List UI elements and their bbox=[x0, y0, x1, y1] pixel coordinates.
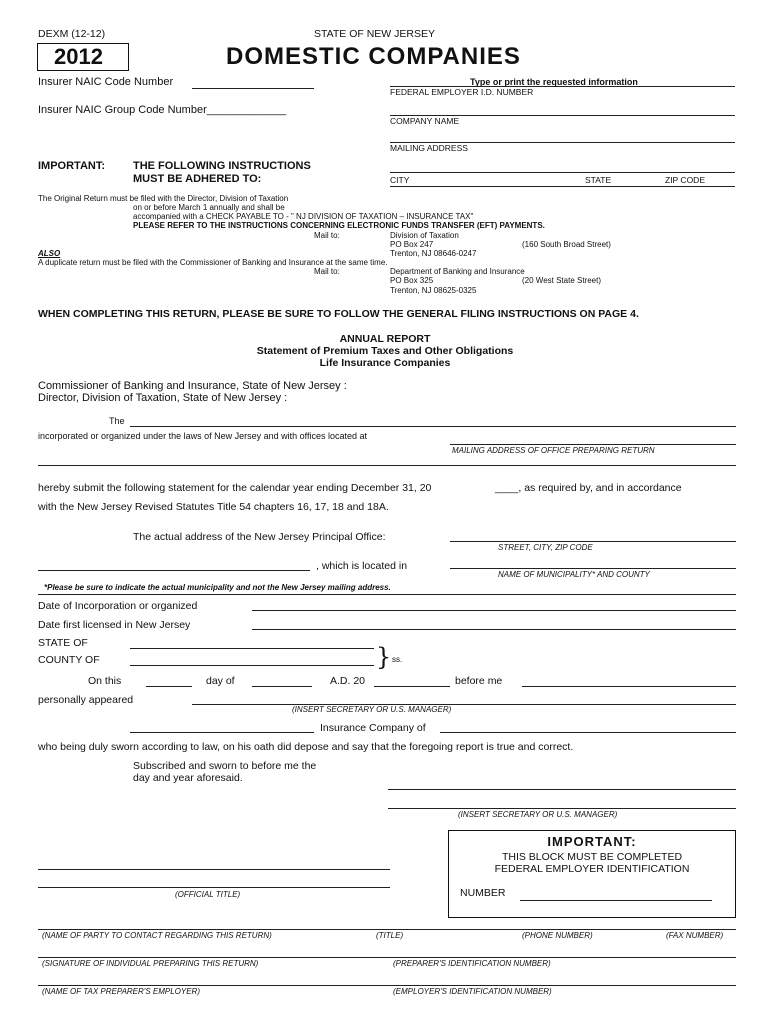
before-me-label: before me bbox=[455, 675, 503, 687]
zip-label: ZIP CODE bbox=[665, 175, 705, 185]
municipality-field[interactable] bbox=[450, 568, 736, 569]
important-label: IMPORTANT: bbox=[38, 160, 106, 172]
ad-label: A.D. 20 bbox=[330, 675, 366, 687]
banking-po-box: PO Box 325 bbox=[390, 276, 434, 285]
county-of-field[interactable] bbox=[130, 665, 374, 666]
signature-caption: (SIGNATURE OF INDIVIDUAL PREPARING THIS RETURN) bbox=[42, 959, 259, 968]
phone-caption: (PHONE NUMBER) bbox=[522, 931, 593, 940]
city-state-zip-field[interactable] bbox=[390, 186, 735, 187]
orig-return-line3: accompanied with a CHECK PAYABLE TO - " NJ DIVISION OF TAXATION – INSURANCE TAX" bbox=[133, 212, 474, 221]
located-in-text: , which is located in bbox=[316, 560, 408, 572]
report-subtitle-2: Life Insurance Companies bbox=[319, 357, 451, 369]
fein-number-field[interactable] bbox=[520, 900, 712, 901]
employer-line[interactable] bbox=[38, 985, 736, 986]
page-title: DOMESTIC COMPANIES bbox=[226, 43, 521, 70]
naic-group-label: Insurer NAIC Group Code Number_____________ bbox=[38, 104, 287, 116]
state-of-label: STATE OF bbox=[38, 637, 88, 649]
form-id: DEXM (12-12) bbox=[38, 28, 106, 40]
actual-address-label: The actual address of the New Jersey Principal Office: bbox=[133, 531, 386, 543]
on-this-label: On this bbox=[88, 675, 122, 687]
fax-caption: (FAX NUMBER) bbox=[666, 931, 724, 940]
fein-important-title: IMPORTANT: bbox=[547, 834, 637, 849]
date-licensed-field[interactable] bbox=[252, 629, 736, 630]
fein-important-line2: FEDERAL EMPLOYER IDENTIFICATION bbox=[494, 863, 690, 875]
mail-to-label-2: Mail to: bbox=[314, 267, 340, 276]
official-title-field[interactable] bbox=[38, 887, 390, 888]
duplicate-return-note: A duplicate return must be filed with the Commissioner of Banking and Insurance at the same time. bbox=[38, 258, 388, 267]
official-signature-field[interactable] bbox=[38, 869, 390, 870]
city-label: CITY bbox=[390, 175, 410, 185]
insurance-company-field-2[interactable] bbox=[440, 732, 736, 733]
banking-dept: Department of Banking and Insurance bbox=[390, 267, 525, 276]
signature-line[interactable] bbox=[38, 957, 736, 958]
date-licensed-label: Date first licensed in New Jersey bbox=[38, 619, 191, 631]
tax-po-box: PO Box 247 bbox=[390, 240, 434, 249]
tax-city: Trenton, NJ 08646-0247 bbox=[390, 249, 477, 258]
principal-office-line[interactable] bbox=[38, 570, 310, 571]
mailing-address-field[interactable] bbox=[390, 172, 735, 173]
mailing-address-label: MAILING ADDRESS bbox=[390, 143, 468, 153]
before-me-field[interactable] bbox=[522, 686, 736, 687]
secretary-field[interactable] bbox=[192, 704, 736, 705]
company-name-line[interactable] bbox=[130, 426, 736, 427]
municipality-caption: NAME OF MUNICIPALITY* AND COUNTY bbox=[498, 570, 650, 579]
hereby-text: hereby submit the following statement for the calendar year ending December 31, 20 bbox=[38, 482, 432, 494]
contact-title-caption: (TITLE) bbox=[376, 931, 404, 940]
important-line2: MUST BE ADHERED TO: bbox=[133, 173, 262, 185]
general-filing-note: WHEN COMPLETING THIS RETURN, PLEASE BE SURE TO FOLLOW THE GENERAL FILING INSTRUCTIONS ON PAGE 4. bbox=[38, 308, 639, 320]
statutes-text: with the New Jersey Revised Statutes Title 54 chapters 16, 17, 18 and 18A. bbox=[38, 501, 389, 513]
mailing-office-line-2[interactable] bbox=[38, 465, 736, 466]
naic-code-field[interactable] bbox=[192, 88, 314, 89]
personally-appeared-label: personally appeared bbox=[38, 694, 134, 706]
official-title-caption: (OFFICIAL TITLE) bbox=[175, 890, 241, 899]
street-city-zip-field[interactable] bbox=[450, 541, 736, 542]
addressee-commissioner: Commissioner of Banking and Insurance, State of New Jersey : bbox=[38, 380, 347, 392]
signature-field-2[interactable] bbox=[388, 808, 736, 809]
month-field[interactable] bbox=[252, 686, 312, 687]
day-field[interactable] bbox=[146, 686, 192, 687]
insurance-company-label: Insurance Company of bbox=[320, 722, 426, 734]
eft-note: PLEASE REFER TO THE INSTRUCTIONS CONCERNING ELECTRONIC FUNDS TRANSFER (EFT) PAYMENTS. bbox=[133, 221, 545, 230]
important-line1: THE FOLLOWING INSTRUCTIONS bbox=[133, 160, 311, 172]
mail-to-label: Mail to: bbox=[314, 231, 340, 240]
street-city-zip-caption: STREET, CITY, ZIP CODE bbox=[498, 543, 593, 552]
county-of-label: COUNTY OF bbox=[38, 654, 100, 666]
mailing-office-caption: MAILING ADDRESS OF OFFICE PREPARING RETURN bbox=[452, 446, 655, 455]
tax-division: Division of Taxation bbox=[390, 231, 459, 240]
fein-number-label: NUMBER bbox=[460, 887, 506, 899]
contact-name-caption: (NAME OF PARTY TO CONTACT REGARDING THIS RETURN) bbox=[42, 931, 272, 940]
banking-street: (20 West State Street) bbox=[522, 276, 601, 285]
fein-important-line1: THIS BLOCK MUST BE COMPLETED bbox=[501, 851, 683, 863]
the-label: The bbox=[109, 416, 125, 426]
employer-name-caption: (NAME OF TAX PREPARER'S EMPLOYER) bbox=[42, 987, 200, 996]
ss-label: ss. bbox=[392, 655, 403, 664]
signature-field-1[interactable] bbox=[388, 789, 736, 790]
orig-return-line2: on or before March 1 annually and shall be bbox=[133, 203, 285, 212]
also-label: ALSO bbox=[38, 249, 61, 258]
date-incorporation-label: Date of Incorporation or organized bbox=[38, 600, 198, 612]
insurance-company-field[interactable] bbox=[130, 732, 314, 733]
insert-secretary-caption-2: (INSERT SECRETARY OR U.S. MANAGER) bbox=[458, 810, 618, 819]
naic-code-label: Insurer NAIC Code Number bbox=[38, 76, 174, 88]
banking-city: Trenton, NJ 08625-0325 bbox=[390, 286, 477, 295]
insert-secretary-caption: (INSERT SECRETARY OR U.S. MANAGER) bbox=[292, 705, 452, 714]
subscribed-line1: Subscribed and sworn to before me the bbox=[133, 760, 317, 772]
hereby-text-b: ____, as required by, and in accordance bbox=[495, 482, 682, 494]
date-incorporation-field[interactable] bbox=[252, 610, 736, 611]
mailing-office-line[interactable] bbox=[450, 444, 736, 445]
state-heading: STATE OF NEW JERSEY bbox=[314, 28, 435, 40]
year-field[interactable] bbox=[374, 686, 450, 687]
contact-line[interactable] bbox=[38, 929, 736, 930]
company-name-label: COMPANY NAME bbox=[390, 116, 460, 126]
preparer-id-caption: (PREPARER'S IDENTIFICATION NUMBER) bbox=[393, 959, 551, 968]
municipality-note: *Please be sure to indicate the actual municipality and not the New Jersey mailing address. bbox=[44, 583, 391, 592]
orig-return-line1: The Original Return must be filed with the Director, Division of Taxation bbox=[38, 194, 289, 203]
brace-symbol: } bbox=[376, 643, 392, 671]
state-of-field[interactable] bbox=[130, 648, 374, 649]
subscribed-line2: day and year aforesaid. bbox=[133, 772, 243, 784]
report-subtitle: Statement of Premium Taxes and Other Obligations bbox=[256, 345, 514, 357]
report-title: ANNUAL REPORT bbox=[339, 333, 431, 345]
sworn-text: who being duly sworn according to law, on his oath did depose and say that the foregoing report is true and correct. bbox=[38, 741, 574, 753]
tax-street: (160 South Broad Street) bbox=[522, 240, 611, 249]
employer-id-caption: (EMPLOYER'S IDENTIFICATION NUMBER) bbox=[393, 987, 552, 996]
year: 2012 bbox=[54, 44, 103, 69]
state-label: STATE bbox=[585, 175, 612, 185]
incorporated-text: incorporated or organized under the laws of New Jersey and with offices located at bbox=[38, 431, 368, 441]
type-or-print-note: Type or print the requested information bbox=[470, 77, 638, 87]
addressee-director: Director, Division of Taxation, State of New Jersey : bbox=[38, 392, 288, 404]
fein-label: FEDERAL EMPLOYER I.D. NUMBER bbox=[390, 87, 534, 97]
day-of-label: day of bbox=[206, 675, 235, 687]
note-rule bbox=[38, 594, 736, 595]
